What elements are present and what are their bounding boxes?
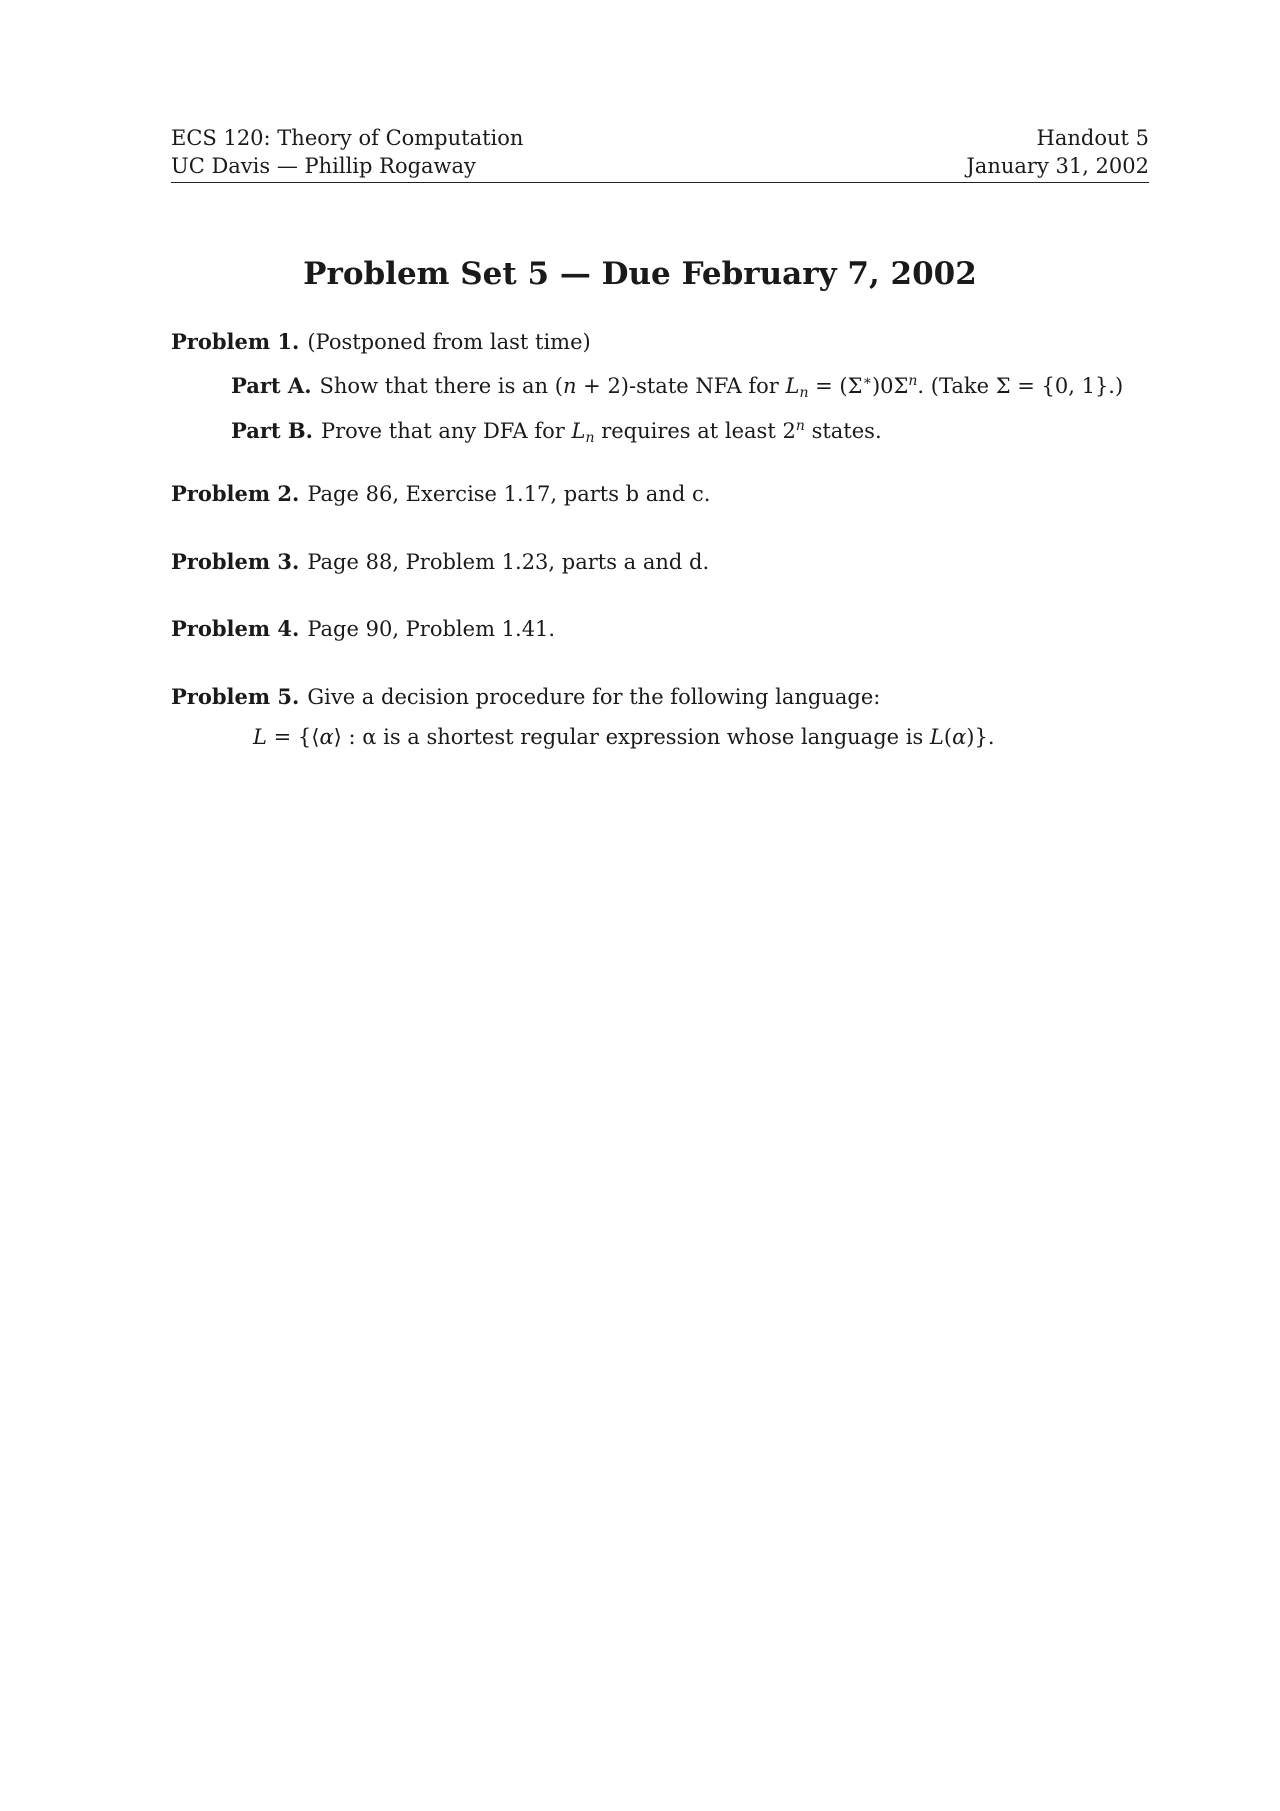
problem-1-part-b — [231, 412, 882, 452]
language-set-open: L = {⟨α⟩ : — [253, 725, 356, 749]
header-rule — [171, 182, 1149, 183]
header-line-2 — [171, 152, 1149, 180]
part-a-text-after: (Take Σ = {0, 1}.) — [930, 374, 1124, 398]
problem-2 — [171, 480, 710, 508]
header-line-1 — [171, 124, 1149, 152]
problem-4-label: Problem 4. — [171, 616, 300, 641]
language-set-condition: α is a shortest regular expression whose language is — [362, 725, 924, 749]
part-b-text-mid: requires at least — [601, 419, 776, 443]
problem-1-part-a — [231, 367, 1123, 407]
problem-5-label: Problem 5. — [171, 684, 300, 709]
instructor: UC Davis — Phillip Rogaway — [171, 154, 476, 178]
part-b-text-before: Prove that any DFA for — [320, 419, 565, 443]
handout-date: January 31, 2002 — [966, 154, 1149, 178]
problem-4 — [171, 615, 555, 643]
part-a-formula-language: $L_n = (\Sigma^∗)0\Sigma^n$. — [785, 373, 925, 401]
problem-3-label: Problem 3. — [171, 549, 300, 574]
part-a-text-mid: -state NFA for — [629, 374, 779, 398]
part-b-label: Part B. — [231, 418, 313, 443]
part-b-text-after: states. — [811, 419, 882, 443]
problem-2-label: Problem 2. — [171, 481, 300, 506]
problem-5 — [171, 683, 880, 711]
problem-4-text: Page 90, Problem 1.41. — [307, 617, 556, 641]
language-set-close: L(α)}. — [929, 725, 995, 749]
problem-2-text: Page 86, Exercise 1.17, parts b and c. — [307, 482, 711, 506]
problem-3-text: Page 88, Problem 1.23, parts a and d. — [307, 550, 710, 574]
part-a-label: Part A. — [231, 373, 312, 398]
problem-5-text: Give a decision procedure for the following language: — [307, 685, 881, 709]
problem-1-label: Problem 1. — [171, 329, 300, 354]
part-b-formula-bound: 2$^n$ — [782, 418, 805, 443]
part-a-text-before: Show that there is an — [319, 374, 549, 398]
course-title: ECS 120: Theory of Computation — [171, 126, 524, 150]
problem-1 — [171, 328, 591, 356]
handout-number: Handout 5 — [1036, 126, 1149, 150]
problem-1-text: (Postponed from last time) — [307, 330, 591, 354]
problem-5-language-definition — [253, 723, 995, 751]
part-a-formula-state-count: (n + 2) — [554, 374, 629, 398]
problem-3 — [171, 548, 709, 576]
page-title: Problem Set 5 — Due February 7, 2002 — [303, 256, 977, 292]
part-b-formula-language: $L_n$ — [571, 419, 595, 446]
